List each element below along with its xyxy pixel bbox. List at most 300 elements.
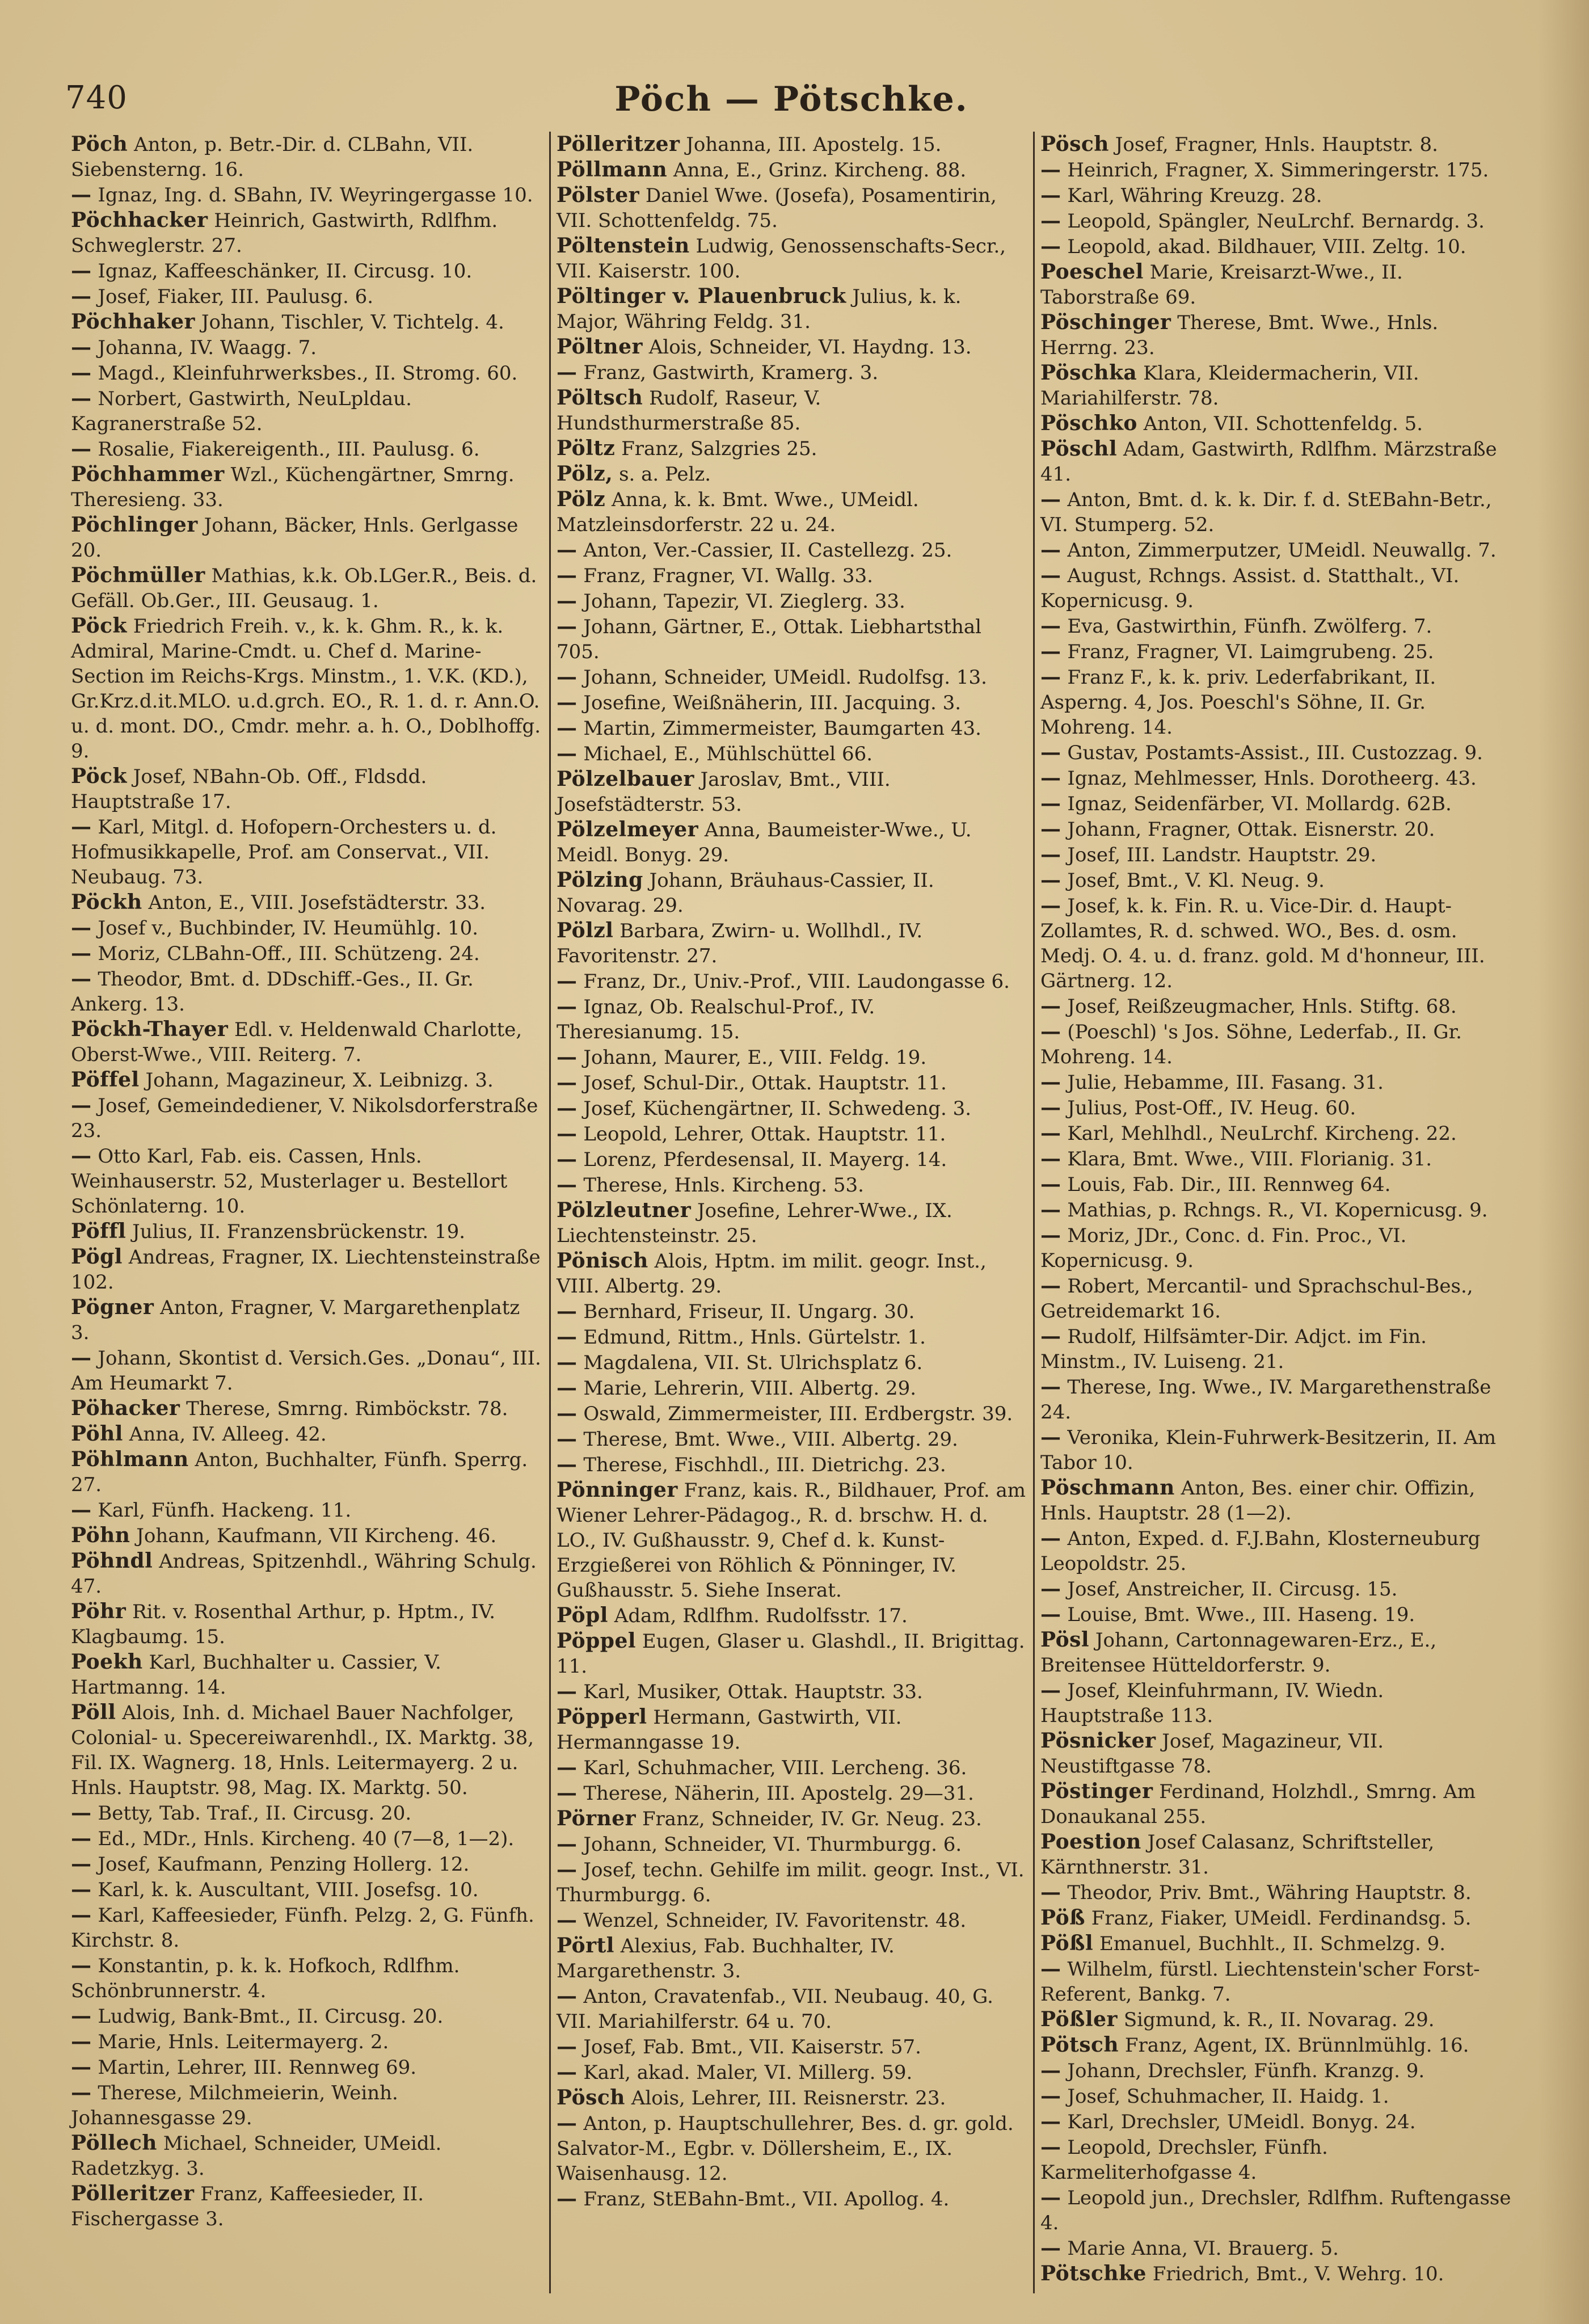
directory-entry <box>557 1401 1027 1426</box>
entry-text: Mathias, k.k. Ob.LGer.R., Beis. d. Gefäll. Ob.Ger., III. Geusaug. 1. <box>71 565 537 612</box>
entry-text: Franz, Fragner, VI. Laimgrubeng. 25. <box>1067 641 1434 663</box>
entry-text: Karl, Schuhmacher, VIII. Lercheng. 36. <box>583 1757 967 1779</box>
entry-headword: — <box>71 941 92 965</box>
directory-entry <box>557 1172 1027 1198</box>
entry-text: Rosalie, Fiakereigenth., III. Paulusg. 6. <box>98 438 480 461</box>
directory-entry <box>557 436 1027 461</box>
entry-headword: — <box>557 691 578 714</box>
entry-text: Josef, Fab. Bmt., VII. Kaiserstr. 57. <box>583 2036 921 2058</box>
entry-text: Karl, Währing Kreuzg. 28. <box>1067 184 1322 207</box>
entry-headword: Pörner <box>557 1807 637 1830</box>
directory-entry <box>1040 1905 1511 1931</box>
entry-headword: — <box>1040 2084 1061 2108</box>
entry-headword: — <box>71 2030 92 2053</box>
entry-headword: — <box>1040 487 1061 511</box>
directory-entry <box>71 1953 543 2003</box>
entry-headword: Pöltenstein <box>557 234 690 258</box>
entry-text: Bernhard, Friseur, II. Ungarg. 30. <box>583 1300 915 1323</box>
entry-text: Karl, k. k. Auscultant, VIII. Josefsg. 10. <box>98 1879 479 1901</box>
entry-headword: Pöschinger <box>1040 310 1171 334</box>
entry-text: Josefine, Weißnäherin, III. Jacquing. 3. <box>583 692 962 714</box>
entry-text: Ignaz, Mehlmesser, Hnls. Dorotheerg. 43. <box>1067 767 1477 790</box>
entry-headword: — <box>71 335 92 359</box>
directory-entry <box>557 1198 1027 1248</box>
directory-entry <box>1040 487 1511 537</box>
directory-entry <box>1040 1829 1511 1880</box>
entry-text: Alois, Inh. d. Michael Bauer Nachfolger, Colonial- u. Specereiwarenhdl., IX. Marktg. 38, Fil. IX. Wagnerg. 18, Hnls. Leitermayerg. 2 u. Hnls. Hauptstr. 98, Mag. IX. Marktg. 50. <box>71 1702 534 1799</box>
entry-text: Anna, k. k. Bmt. Wwe., UMeidl. Matzleinsdorferstr. 22 u. 24. <box>557 489 919 536</box>
directory-entry <box>1040 1627 1511 1678</box>
directory-entry <box>557 969 1027 994</box>
directory-entry <box>1040 868 1511 893</box>
entry-text: Josefine, Lehrer-Wwe., IX. Liechtensteinstr. 25. <box>557 1199 952 1247</box>
entry-text: Franz, Dr., Univ.-Prof., VIII. Laudongasse 6. <box>583 970 1010 993</box>
entry-headword: Pöschko <box>1040 411 1137 435</box>
entry-headword: — <box>1040 614 1061 638</box>
entry-text: Ludwig, Genossenschafts-Secr., VII. Kaiserstr. 100. <box>557 235 1006 283</box>
entry-headword: Pöck <box>71 614 127 638</box>
entry-text: Johanna, IV. Waagg. 7. <box>98 336 317 359</box>
entry-text: Marie, Lehrerin, VIII. Albertg. 29. <box>583 1377 917 1400</box>
entry-text: Leopold, Drechsler, Fünfh. Karmeliterhofgasse 4. <box>1040 2136 1328 2184</box>
entry-headword: Pölzing <box>557 868 643 892</box>
directory-entry <box>71 563 543 613</box>
entry-headword: — <box>1040 1274 1061 1298</box>
entry-headword: — <box>557 360 578 384</box>
directory-entry <box>557 817 1027 868</box>
entry-headword: — <box>1040 1880 1061 1904</box>
directory-entry <box>557 157 1027 183</box>
entry-text: Therese, Bmt. Wwe., VIII. Albertg. 29. <box>583 1428 958 1451</box>
entry-text: Ferdinand, Holzhdl., Smrng. Am Donaukanal 255. <box>1040 1780 1476 1828</box>
directory-entry <box>71 2080 543 2131</box>
directory-entry <box>1040 993 1511 1019</box>
directory-entry <box>1040 2134 1511 2185</box>
entry-text: Therese, Bmt. Wwe., Hnls. Herrng. 23. <box>1040 311 1439 359</box>
entry-headword: Pösl <box>1040 1628 1090 1652</box>
entry-headword: — <box>557 742 578 765</box>
directory-entry <box>557 1933 1027 1984</box>
entry-headword: — <box>1040 817 1061 841</box>
entry-headword: — <box>1040 183 1061 207</box>
entry-headword: — <box>1040 843 1061 866</box>
directory-entry <box>1040 1880 1511 1905</box>
entry-headword: Pölzl <box>557 919 614 942</box>
entry-text: Johann, Maurer, E., VIII. Feldg. 19. <box>583 1046 927 1069</box>
directory-entry <box>557 690 1027 715</box>
directory-entry <box>557 994 1027 1045</box>
entry-headword: Pöck <box>71 764 127 788</box>
entry-text: Anton, E., VIII. Josefstädterstr. 33. <box>148 891 486 914</box>
entry-headword: — <box>1040 1172 1061 1196</box>
entry-headword: — <box>557 1122 578 1146</box>
directory-entry <box>1040 157 1511 183</box>
entry-text: Leopold, Spängler, NeuLrchf. Bernardg. 3. <box>1067 210 1485 233</box>
directory-entry <box>71 309 543 335</box>
entry-text: Franz F., k. k. priv. Lederfabrikant, II. Asperng. 4, Jos. Poeschl's Söhne, II. Gr. Mohreng. 14. <box>1040 666 1436 739</box>
entry-headword: — <box>71 386 92 410</box>
entry-text: Veronika, Klein-Fuhrwerk-Besitzerin, II. Am Tabor 10. <box>1040 1426 1497 1474</box>
entry-headword: Pöch <box>71 132 128 156</box>
directory-entry <box>71 436 543 462</box>
entry-headword: — <box>557 969 578 993</box>
directory-entry <box>1040 234 1511 259</box>
entry-text: Oswald, Zimmermeister, III. Erdbergstr. 39. <box>583 1403 1013 1425</box>
entry-headword: — <box>1040 1526 1061 1550</box>
entry-headword: — <box>557 1401 578 1425</box>
entry-text: Johann, Bräuhaus-Cassier, II. Novarag. 29. <box>557 869 934 917</box>
entry-headword: — <box>71 1953 92 1977</box>
entry-text: Sigmund, k. R., II. Novarag. 29. <box>1123 2009 1435 2031</box>
directory-entry <box>71 1523 543 1548</box>
entry-headword: Pöchhammer <box>71 462 225 486</box>
entry-text: Theodor, Bmt. d. DDschiff.-Ges., II. Gr. Ankerg. 13. <box>71 968 474 1016</box>
directory-entry <box>557 334 1027 360</box>
entry-headword: Pörtl <box>557 1934 614 1957</box>
entry-headword: — <box>557 2060 578 2084</box>
entry-headword: — <box>1040 1147 1061 1171</box>
entry-text: Ignaz, Seidenfärber, VI. Mollardg. 62B. <box>1067 793 1452 815</box>
entry-headword: — <box>1040 1070 1061 1094</box>
entry-headword: — <box>1040 766 1061 790</box>
entry-headword: Pöllmann <box>557 158 668 182</box>
entry-headword: — <box>557 1755 578 1779</box>
directory-entry <box>557 1147 1027 1172</box>
page-edge-shadow <box>1538 0 1589 2324</box>
entry-headword: Pöllech <box>71 2131 157 2155</box>
directory-entry <box>557 1780 1027 1806</box>
entry-text: Alois, Lehrer, III. Reisnerstr. 23. <box>631 2087 946 2110</box>
directory-entry <box>71 1396 543 1421</box>
entry-headword: — <box>557 716 578 740</box>
directory-columns <box>65 132 1518 2293</box>
directory-entry <box>71 258 543 284</box>
entry-text: Gustav, Postamts-Assist., III. Custozzag. 9. <box>1067 742 1483 764</box>
entry-text: Ignaz, Kaffeeschänker, II. Circusg. 10. <box>98 260 473 283</box>
entry-text: Josef, Fragner, Hnls. Hauptstr. 8. <box>1115 133 1438 156</box>
directory-entry <box>71 1826 543 1851</box>
entry-text: Julius, Post-Off., IV. Heug. 60. <box>1067 1097 1356 1119</box>
entry-headword: — <box>1040 665 1061 689</box>
entry-headword: Pölzelmeyer <box>557 818 699 841</box>
entry-headword: — <box>71 2081 92 2104</box>
directory-entry <box>71 915 543 941</box>
entry-headword: — <box>1040 1121 1061 1145</box>
entry-headword: — <box>71 1877 92 1901</box>
entry-headword: Pögl <box>71 1245 123 1269</box>
entry-text: Therese, Ing. Wwe., IV. Margarethenstraße 24. <box>1040 1376 1491 1424</box>
directory-entry <box>1040 1374 1511 1425</box>
entry-headword: — <box>1040 2186 1061 2209</box>
entry-headword: — <box>557 2111 578 2135</box>
entry-text: Josef, k. k. Fin. R. u. Vice-Dir. d. Haupt-Zollamtes, R. d. schwed. WO., Bes. d. osm. Medj. O. 4. u. d. franz. gold. M d'honneur, III. Gärtnerg. 12. <box>1040 895 1485 992</box>
directory-entry <box>1040 411 1511 436</box>
directory-entry <box>557 132 1027 157</box>
entry-headword: Poekh <box>71 1650 143 1674</box>
entry-headword: — <box>557 614 578 638</box>
entry-headword: — <box>557 1781 578 1805</box>
entry-headword: Pöpperl <box>557 1705 647 1729</box>
entry-text: Rudolf, Hilfsämter-Dir. Adjct. im Fin. Minstm., IV. Luiseng. 21. <box>1040 1325 1427 1373</box>
entry-headword: — <box>557 995 578 1018</box>
directory-entry <box>1040 1146 1511 1172</box>
entry-text: Marie, Kreisarzt-Wwe., II. Taborstraße 69. <box>1040 261 1403 309</box>
entry-headword: Pöchhacker <box>71 208 208 232</box>
directory-entry <box>1040 360 1511 411</box>
entry-text: Moriz, JDr., Conc. d. Fin. Proc., VI. Kopernicusg. 9. <box>1040 1224 1407 1272</box>
entry-text: Theodor, Priv. Bmt., Währing Hauptstr. 8. <box>1067 1881 1472 1904</box>
directory-entry <box>557 2085 1027 2111</box>
entry-text: Anton, Zimmerputzer, UMeidl. Neuwallg. 7. <box>1067 539 1497 562</box>
entry-text: Karl, Buchhalter u. Cassier, V. Hartmanng. 14. <box>71 1651 441 1699</box>
entry-text: Josef, Magazineur, VII. Neustiftgasse 78. <box>1040 1730 1384 1778</box>
entry-text: Julius, k. k. Major, Währing Feldg. 31. <box>557 285 962 333</box>
entry-text: Johanna, III. Apostelg. 15. <box>686 133 942 156</box>
directory-entry <box>557 664 1027 690</box>
directory-entry <box>1040 740 1511 765</box>
entry-headword: Pösnicker <box>1040 1729 1156 1753</box>
page-number: 740 <box>65 79 128 116</box>
entry-text: Franz, kais. R., Bildhauer, Prof. am Wiener Lehrer-Pädagog., R. d. brschw. H. d. LO., IV. Gußhausstr. 9, Chef d. k. Kunst-Erzgießerei von Röhlich & Pönninger, IV. Gußhausstr. 5. Siehe Inserat. <box>557 1479 1026 1602</box>
directory-entry <box>1040 1475 1511 1526</box>
entry-headword: — <box>71 815 92 839</box>
entry-text: Johann, Tischler, V. Tichtelg. 4. <box>201 311 504 334</box>
directory-entry <box>557 1857 1027 1908</box>
entry-text: Alois, Schneider, VI. Haydng. 13. <box>648 336 972 359</box>
directory-entry <box>1040 2058 1511 2083</box>
entry-text: Rudolf, Raseur, V. Hundsthurmerstraße 85. <box>557 387 821 435</box>
running-head-title: Pöch — Pötschke. <box>614 79 968 119</box>
directory-entry <box>1040 2007 1511 2032</box>
entry-text: Josef v., Buchbinder, IV. Heumühlg. 10. <box>98 917 479 940</box>
entry-headword: Pöhl <box>71 1422 123 1446</box>
directory-entry <box>1040 816 1511 842</box>
entry-headword: Pöchhaker <box>71 310 196 334</box>
entry-text: Marie, Hnls. Leitermayerg. 2. <box>98 2031 389 2053</box>
entry-text: Anton, VII. Schottenfeldg. 5. <box>1143 412 1423 435</box>
entry-headword: — <box>557 1984 578 2008</box>
entry-text: Johann, Schneider, VI. Thurmburgg. 6. <box>583 1833 962 1856</box>
entry-text: Leopold jun., Drechsler, Rdlfhm. Ruftengasse 4. <box>1040 2187 1511 2234</box>
entry-text: Therese, Milchmeierin, Weinh. Johannesgasse 29. <box>71 2082 398 2129</box>
directory-entry <box>1040 664 1511 740</box>
entry-text: Josef, Bmt., V. Kl. Neug. 9. <box>1067 869 1325 892</box>
directory-entry <box>71 2181 543 2232</box>
entry-headword: — <box>557 1427 578 1451</box>
entry-headword: Pöstinger <box>1040 1779 1153 1803</box>
entry-text: Klara, Kleidermacherin, VII. Mariahilferstr. 78. <box>1040 362 1419 410</box>
entry-headword: — <box>557 1376 578 1400</box>
entry-headword: — <box>1040 1425 1061 1449</box>
entry-text: Anna, IV. Alleeg. 42. <box>129 1423 327 1446</box>
directory-entry <box>557 918 1027 969</box>
directory-entry <box>557 767 1027 817</box>
entry-headword: — <box>71 967 92 991</box>
entry-headword: — <box>557 1679 578 1703</box>
entry-headword: — <box>71 259 92 283</box>
entry-headword: Pöhn <box>71 1523 130 1547</box>
entry-headword: — <box>71 1144 92 1168</box>
entry-text: Anton, Fragner, V. Margarethenplatz 3. <box>71 1296 520 1344</box>
directory-entry <box>71 1143 543 1219</box>
directory-entry <box>557 1477 1027 1603</box>
entry-text: Therese, Hnls. Kircheng. 53. <box>583 1174 864 1197</box>
directory-entry <box>557 1984 1027 2034</box>
directory-entry <box>1040 259 1511 310</box>
entry-headword: — <box>1040 994 1061 1018</box>
entry-text: Daniel Wwe. (Josefa), Posamentirin, VII. Schottenfeldg. 75. <box>557 184 997 232</box>
entry-text: (Poeschl) 's Jos. Söhne, Lederfab., II. Gr. Mohreng. 14. <box>1040 1021 1462 1068</box>
directory-entry <box>557 2186 1027 2212</box>
entry-headword: Pöckh <box>71 890 142 914</box>
directory-entry <box>557 537 1027 563</box>
directory-entry <box>71 512 543 563</box>
entry-text: Heinrich, Fragner, X. Simmeringerstr. 175. <box>1067 159 1489 182</box>
directory-entry <box>1040 563 1511 613</box>
entry-headword: Pöhndl <box>71 1549 153 1573</box>
entry-headword: — <box>1040 1223 1061 1247</box>
entry-text: Johann, Drechsler, Fünfh. Kranzg. 9. <box>1067 2060 1425 2082</box>
directory-entry <box>557 360 1027 385</box>
directory-entry <box>1040 1324 1511 1374</box>
entry-text: Therese, Näherin, III. Apostelg. 29—31. <box>583 1782 974 1805</box>
entry-headword: — <box>71 284 92 308</box>
directory-entry <box>71 1877 543 1902</box>
entry-headword: Pöltinger v. Plauenbruck <box>557 284 846 308</box>
entry-text: Friedrich Freih. v., k. k. Ghm. R., k. k. Admiral, Marine-Cmdt. u. Chef d. Marine-Section im Reichs-Krgs. Minstm., 1. V.K. (KD.), Gr.Krz.d.it.MLO. u.d.grch. EO., R. 1. d. r. Ann.O. u. d. mont. DO., Cmdr. mehr. a. h. O., Doblhoffg. 9. <box>71 615 541 763</box>
directory-entry <box>557 868 1027 918</box>
directory-entry <box>557 1755 1027 1780</box>
directory-entry <box>557 1350 1027 1375</box>
entry-headword: Pöchmüller <box>71 563 205 587</box>
entry-text: Jaroslav, Bmt., VIII. Josefstädterstr. 53. <box>557 768 891 816</box>
entry-text: Josef, Schul-Dir., Ottak. Hauptstr. 11. <box>583 1072 947 1094</box>
entry-headword: — <box>1040 209 1061 233</box>
directory-column-3 <box>1033 132 1517 2293</box>
entry-headword: — <box>71 2055 92 2079</box>
entry-text: Karl, Fünfh. Hackeng. 11. <box>98 1499 352 1522</box>
entry-headword: Pöltner <box>557 335 643 359</box>
entry-headword: Pölleritzer <box>557 132 680 156</box>
entry-text: Lorenz, Pferdesensal, II. Mayerg. 14. <box>583 1148 947 1171</box>
entry-text: Josef, Küchengärtner, II. Schwedeng. 3. <box>583 1097 972 1120</box>
directory-entry <box>557 183 1027 233</box>
entry-headword: — <box>557 563 578 587</box>
directory-entry <box>1040 2261 1511 2287</box>
directory-entry <box>1040 1779 1511 1829</box>
directory-entry <box>1040 2235 1511 2261</box>
entry-text: Heinrich, Gastwirth, Rdlfhm. Schweglerstr. 27. <box>71 209 498 257</box>
directory-entry <box>1040 2032 1511 2058</box>
directory-entry <box>71 1421 543 1447</box>
entry-headword: — <box>557 665 578 689</box>
entry-text: Johann, Schneider, UMeidl. Rudolfsg. 13. <box>583 666 987 689</box>
directory-entry <box>557 1704 1027 1755</box>
directory-entry <box>71 1295 543 1345</box>
entry-headword: — <box>71 1498 92 1522</box>
entry-headword: Pöpl <box>557 1603 608 1627</box>
entry-text: Alexius, Fab. Buchhalter, IV. Margarethenstr. 3. <box>557 1935 895 1982</box>
entry-headword: — <box>1040 234 1061 258</box>
directory-entry <box>1040 1576 1511 1602</box>
entry-headword: — <box>1040 894 1061 917</box>
entry-headword: Pöltz <box>557 436 616 460</box>
entry-text: Betty, Tab. Traf., II. Circusg. 20. <box>98 1802 412 1825</box>
entry-text: Josef, Gemeindediener, V. Nikolsdorferstraße 23. <box>71 1094 538 1142</box>
entry-headword: — <box>71 361 92 385</box>
entry-text: Wilhelm, fürstl. Liechtenstein'scher Forst-Referent, Bankg. 7. <box>1040 1958 1480 2006</box>
entry-text: Moriz, CLBahn-Off., III. Schützeng. 24. <box>98 942 480 965</box>
entry-headword: — <box>1040 1602 1061 1626</box>
entry-text: Franz, Schneider, IV. Gr. Neug. 23. <box>642 1808 982 1830</box>
entry-text: Josef, Reißzeugmacher, Hnls. Stiftg. 68. <box>1067 995 1457 1018</box>
entry-text: Karl, Mitgl. d. Hofopern-Orchesters u. d. Hofmusikkapelle, Prof. am Conservat., VII. Neubaug. 73. <box>71 816 497 889</box>
entry-headword: — <box>1040 563 1061 587</box>
directory-entry <box>1040 208 1511 234</box>
entry-text: Karl, Kaffeesieder, Fünfh. Pelzg. 2, G. Fünfh. Kirchstr. 8. <box>71 1904 534 1952</box>
entry-text: Eva, Gastwirthin, Fünfh. Zwölferg. 7. <box>1067 615 1432 638</box>
directory-entry <box>71 1497 543 1523</box>
entry-text: Ludwig, Bank-Bmt., II. Circusg. 20. <box>98 2005 444 2028</box>
entry-headword: Pößler <box>1040 2007 1118 2031</box>
directory-entry <box>1040 310 1511 360</box>
directory-entry <box>71 2131 543 2181</box>
entry-text: Josef, NBahn-Ob. Off., Fldsdd. Hauptstraße 17. <box>71 765 427 813</box>
entry-text: Ed., MDr., Hnls. Kircheng. 40 (7—8, 1—2). <box>98 1828 515 1850</box>
entry-headword: Pöll <box>71 1700 116 1724</box>
entry-text: Anton, Buchhalter, Fünfh. Sperrg. 27. <box>71 1449 528 1496</box>
directory-entry <box>557 1248 1027 1299</box>
directory-entry <box>1040 1678 1511 1728</box>
entry-text: Martin, Lehrer, III. Rennweg 69. <box>98 2056 417 2079</box>
entry-text: Wzl., Küchengärtner, Smrng. Theresieng. 33. <box>71 464 515 511</box>
entry-headword: — <box>1040 158 1061 182</box>
entry-text: Josef, Kleinfuhrmann, IV. Wiedn. Hauptstraße 113. <box>1040 1679 1384 1727</box>
entry-text: Johann, Fragner, Ottak. Eisnerstr. 20. <box>1067 818 1435 841</box>
directory-entry <box>71 1093 543 1143</box>
entry-headword: — <box>71 1346 92 1370</box>
entry-text: Wenzel, Schneider, IV. Favoritenstr. 48. <box>583 1909 967 1932</box>
directory-entry <box>557 284 1027 334</box>
entry-text: Magdalena, VII. St. Ulrichsplatz 6. <box>583 1352 923 1374</box>
entry-headword: — <box>71 1093 92 1117</box>
entry-headword: Pölz <box>557 487 606 511</box>
directory-entry <box>557 1045 1027 1070</box>
entry-text: Therese, Smrng. Rimböckstr. 78. <box>186 1397 508 1420</box>
entry-headword: Poeschel <box>1040 260 1144 284</box>
directory-entry <box>71 1244 543 1295</box>
entry-headword: Pölzelbauer <box>557 767 694 791</box>
entry-headword: — <box>557 1173 578 1197</box>
directory-entry <box>71 2029 543 2054</box>
entry-headword: Pöffl <box>71 1219 127 1243</box>
directory-entry <box>1040 842 1511 868</box>
entry-text: Franz, Agent, IX. Brünnlmühlg. 16. <box>1124 2034 1469 2057</box>
directory-entry <box>71 764 543 814</box>
entry-text: Louise, Bmt. Wwe., III. Haseng. 19. <box>1067 1603 1415 1626</box>
directory-entry <box>71 814 543 890</box>
directory-entry <box>71 1851 543 1877</box>
entry-text: Edl. v. Heldenwald Charlotte, Oberst-Wwe., VIII. Reiterg. 7. <box>71 1018 522 1066</box>
entry-text: Karl, Drechsler, UMeidl. Bonyg. 24. <box>1067 2111 1416 2133</box>
entry-headword: Pöppel <box>557 1629 637 1653</box>
entry-text: Josef, techn. Gehilfe im milit. geogr. Inst., VI. Thurmburgg. 6. <box>557 1859 1025 1906</box>
entry-headword: Pölleritzer <box>71 2182 195 2205</box>
entry-text: Anna, Baumeister-Wwe., U. Meidl. Bonyg. 29. <box>557 819 972 866</box>
entry-text: Karl, akad. Maler, VI. Millerg. 59. <box>583 2061 913 2084</box>
entry-text: Anton, Ver.-Cassier, II. Castellezg. 25. <box>583 539 952 562</box>
entry-text: Ignaz, Ob. Realschul-Prof., IV. Theresianumg. 15. <box>557 996 875 1043</box>
